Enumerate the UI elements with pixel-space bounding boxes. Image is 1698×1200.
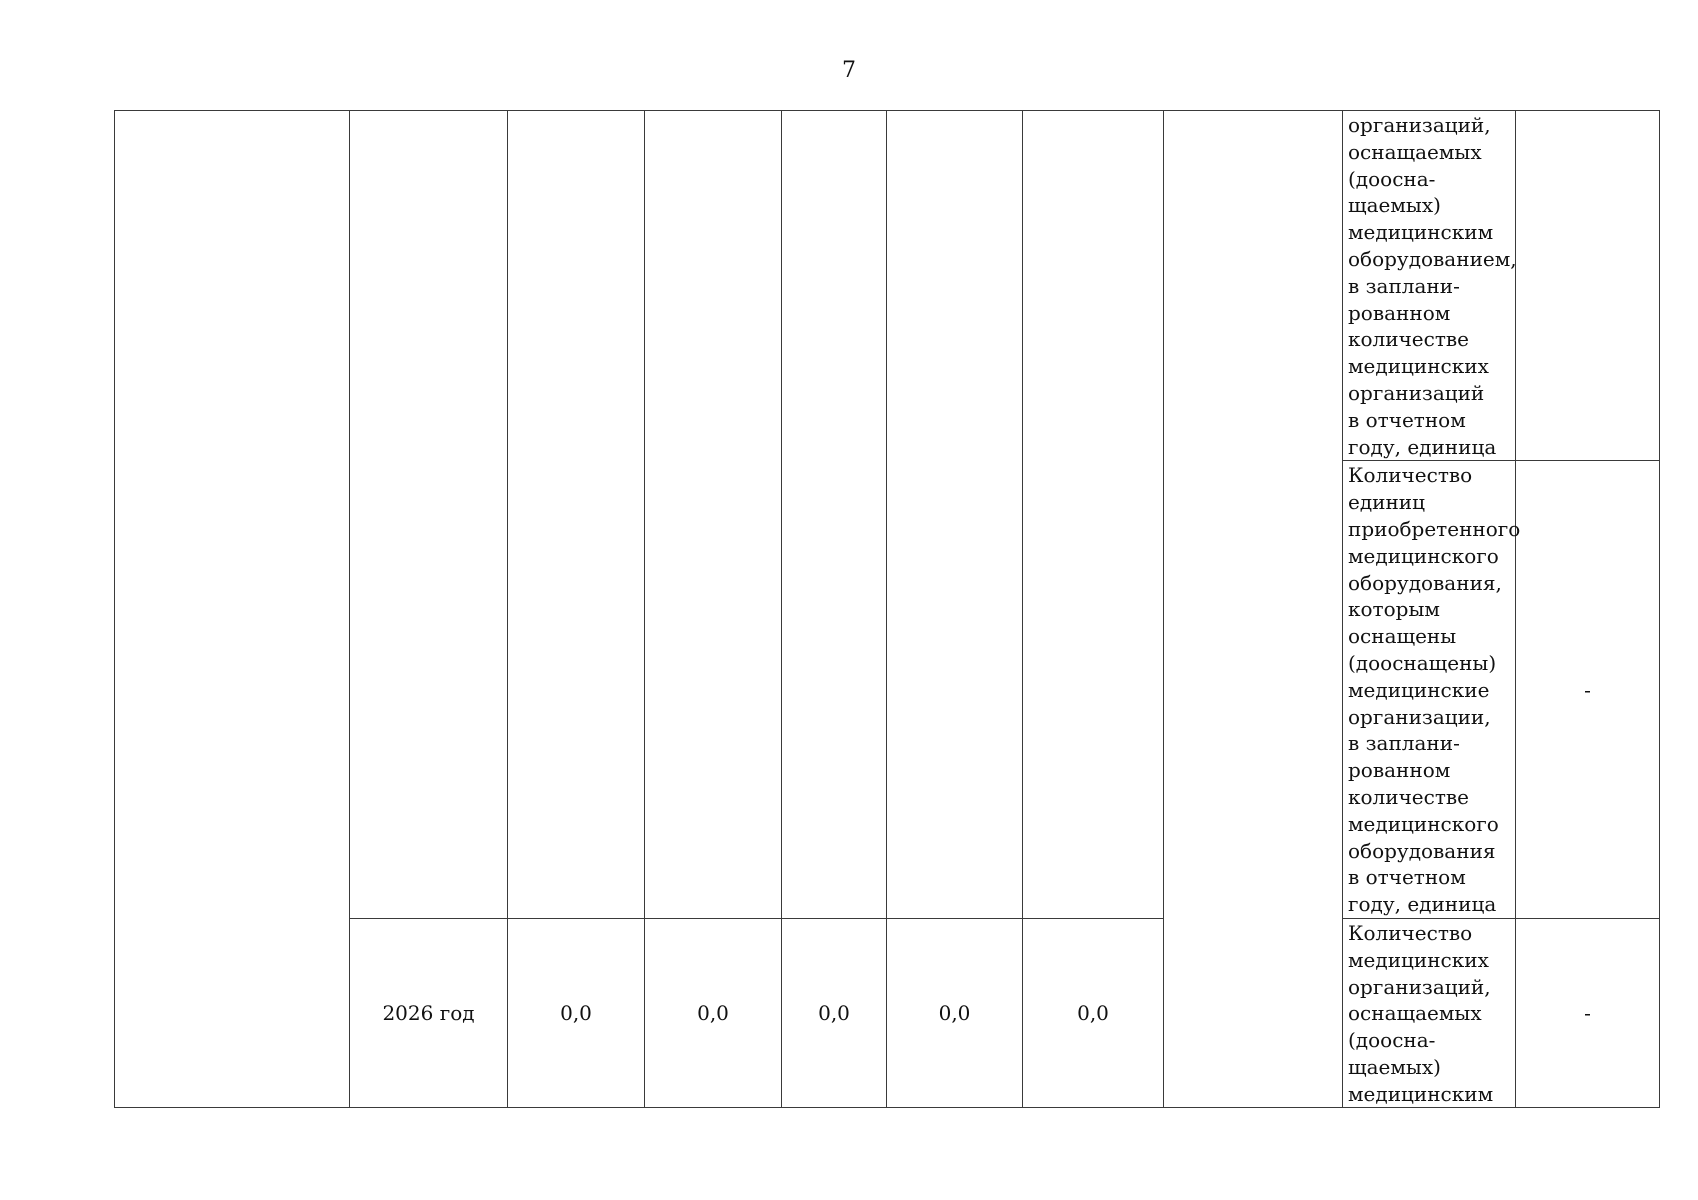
year-cell: 2026 год — [350, 918, 508, 1108]
amount-cell: 0,0 — [887, 918, 1023, 1108]
indicator-value-cell — [1516, 111, 1660, 461]
amount-cell: 0,0 — [508, 918, 645, 1108]
table-cell-amount — [1023, 111, 1164, 919]
indicator-value-cell: - — [1516, 918, 1660, 1108]
budget-indicator-table — [114, 110, 1660, 1108]
table-cell-amount — [887, 111, 1023, 919]
table-cell-period — [350, 111, 508, 919]
amount-cell: 0,0 — [1023, 918, 1164, 1108]
table-cell-result — [1164, 111, 1343, 1108]
table-cell-name — [115, 111, 350, 1108]
table-cell-amount — [645, 111, 782, 919]
page-number: 7 — [842, 58, 856, 83]
table-cell-amount — [782, 111, 887, 919]
amount-cell: 0,0 — [782, 918, 887, 1108]
indicator-text-cell: Количество медицинских организаций, оснащаемых (доосна- щаемых) медицинским — [1343, 918, 1516, 1108]
table-cell-amount — [508, 111, 645, 919]
indicator-value-cell: - — [1516, 461, 1660, 919]
indicator-text-cell: Количество единиц приобретенного медицинского оборудования, которым оснащены (дооснащены) медицинские организации, в заплани- рованном количестве медицинского оборудования в отчетном году, единица — [1343, 461, 1516, 919]
table-row — [115, 111, 1660, 461]
indicator-text-cell: организаций, оснащаемых (доосна- щаемых) медицинским оборудованием, в заплани- рованном количестве медицинских организаций в отчетном году, единица — [1343, 111, 1516, 461]
amount-cell: 0,0 — [645, 918, 782, 1108]
